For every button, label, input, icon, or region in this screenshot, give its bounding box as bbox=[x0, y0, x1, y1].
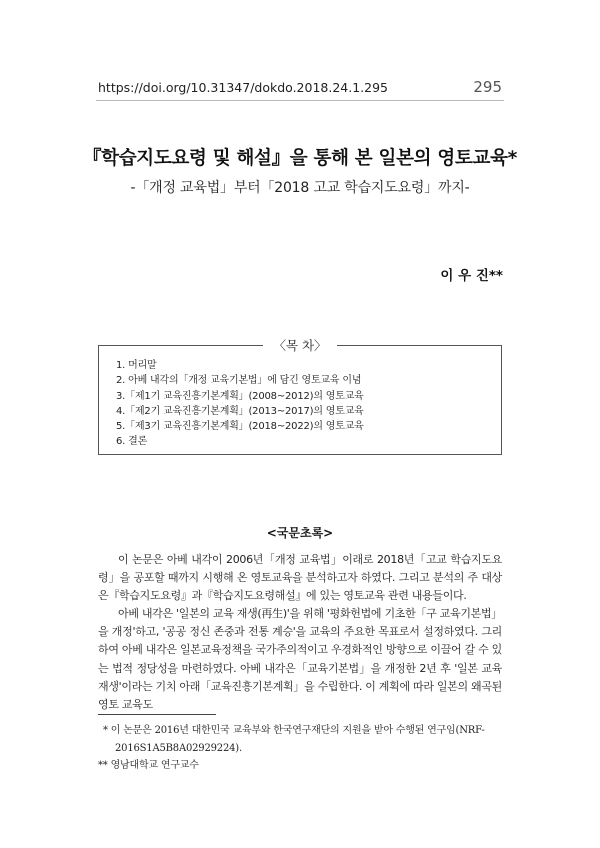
doi-link[interactable]: https://doi.org/10.31347/dokdo.2018.24.1.295 bbox=[98, 80, 389, 95]
abstract-heading: <국문초록> bbox=[266, 526, 334, 540]
author-name: 이 우 진** bbox=[440, 268, 503, 284]
paper-title: 『학습지도요령 및 해설』을 통해 본 일본의 영토교육* bbox=[82, 148, 518, 169]
abstract-paragraph: 이 논문은 아베 내각이 2006년「개정 교육법」이래로 2018년「고교 학습지도요령」을 공포할 때까지 시행해 온 영토교육을 분석하고자 하였다. 그리고 분석의 주 대상은『학습지도요령』과『학습지도요령해설』에 있는 영토교육 관련 내용들이다. bbox=[98, 553, 502, 603]
toc-heading-text: 〈목 차〉 bbox=[263, 338, 336, 353]
toc-item: 2. 아베 내각의「개정 교육기본법」에 담긴 영토교육 이념 bbox=[116, 375, 362, 387]
footnote-affiliation: ** 영남대학교 연구교수 bbox=[98, 760, 199, 771]
toc-item: 6. 결론 bbox=[116, 436, 148, 448]
toc-item: 4.「제2기 교육진흥기본계획」(2013~2017)의 영토교육 bbox=[116, 405, 364, 417]
toc-heading bbox=[0, 335, 600, 354]
toc-item: 5.「제3기 교육진흥기본계획」(2018~2022)의 영토교육 bbox=[116, 421, 364, 433]
header-divider bbox=[96, 100, 504, 101]
toc-list bbox=[116, 358, 364, 450]
footnote-divider bbox=[98, 714, 216, 715]
abstract-paragraph: 아베 내각은 '일본의 교육 재생(再生)'을 위해 '평화헌법에 기초한「구 교육기본법」을 개정'하고, '공공 정신 존중과 전통 계승'을 교육의 주요한 목표로서 설정하였다. 그리하여 아베 내각은 일본교육정책을 국가주의적이고 우경화적인 방향으로 이끌어 갈 수 있는 법적 정당성을 마련하였다. 아베 내각은「교육기본법」을 개정한 2년 후 '일본 교육 재생'이라는 기치 아래「교육진흥기본계획」을 수립한다. 이 계획에 따라 일본의 왜곡된 영토 교육도 bbox=[98, 607, 502, 712]
toc-item: 3.「제1기 교육진흥기본계획」(2008~2012)의 영토교육 bbox=[116, 390, 364, 402]
page-number: 295 bbox=[473, 78, 502, 96]
paper-subtitle: -「개정 교육법」부터「2018 고교 학습지도요령」까지- bbox=[130, 180, 470, 196]
footnote-funding: * 이 논문은 2016년 대한민국 교육부와 한국연구재단의 지원을 받아 수행된 연구임(NRF-2016S1A5B8A02929224). bbox=[103, 725, 485, 754]
toc-item: 1. 머리말 bbox=[116, 360, 157, 371]
